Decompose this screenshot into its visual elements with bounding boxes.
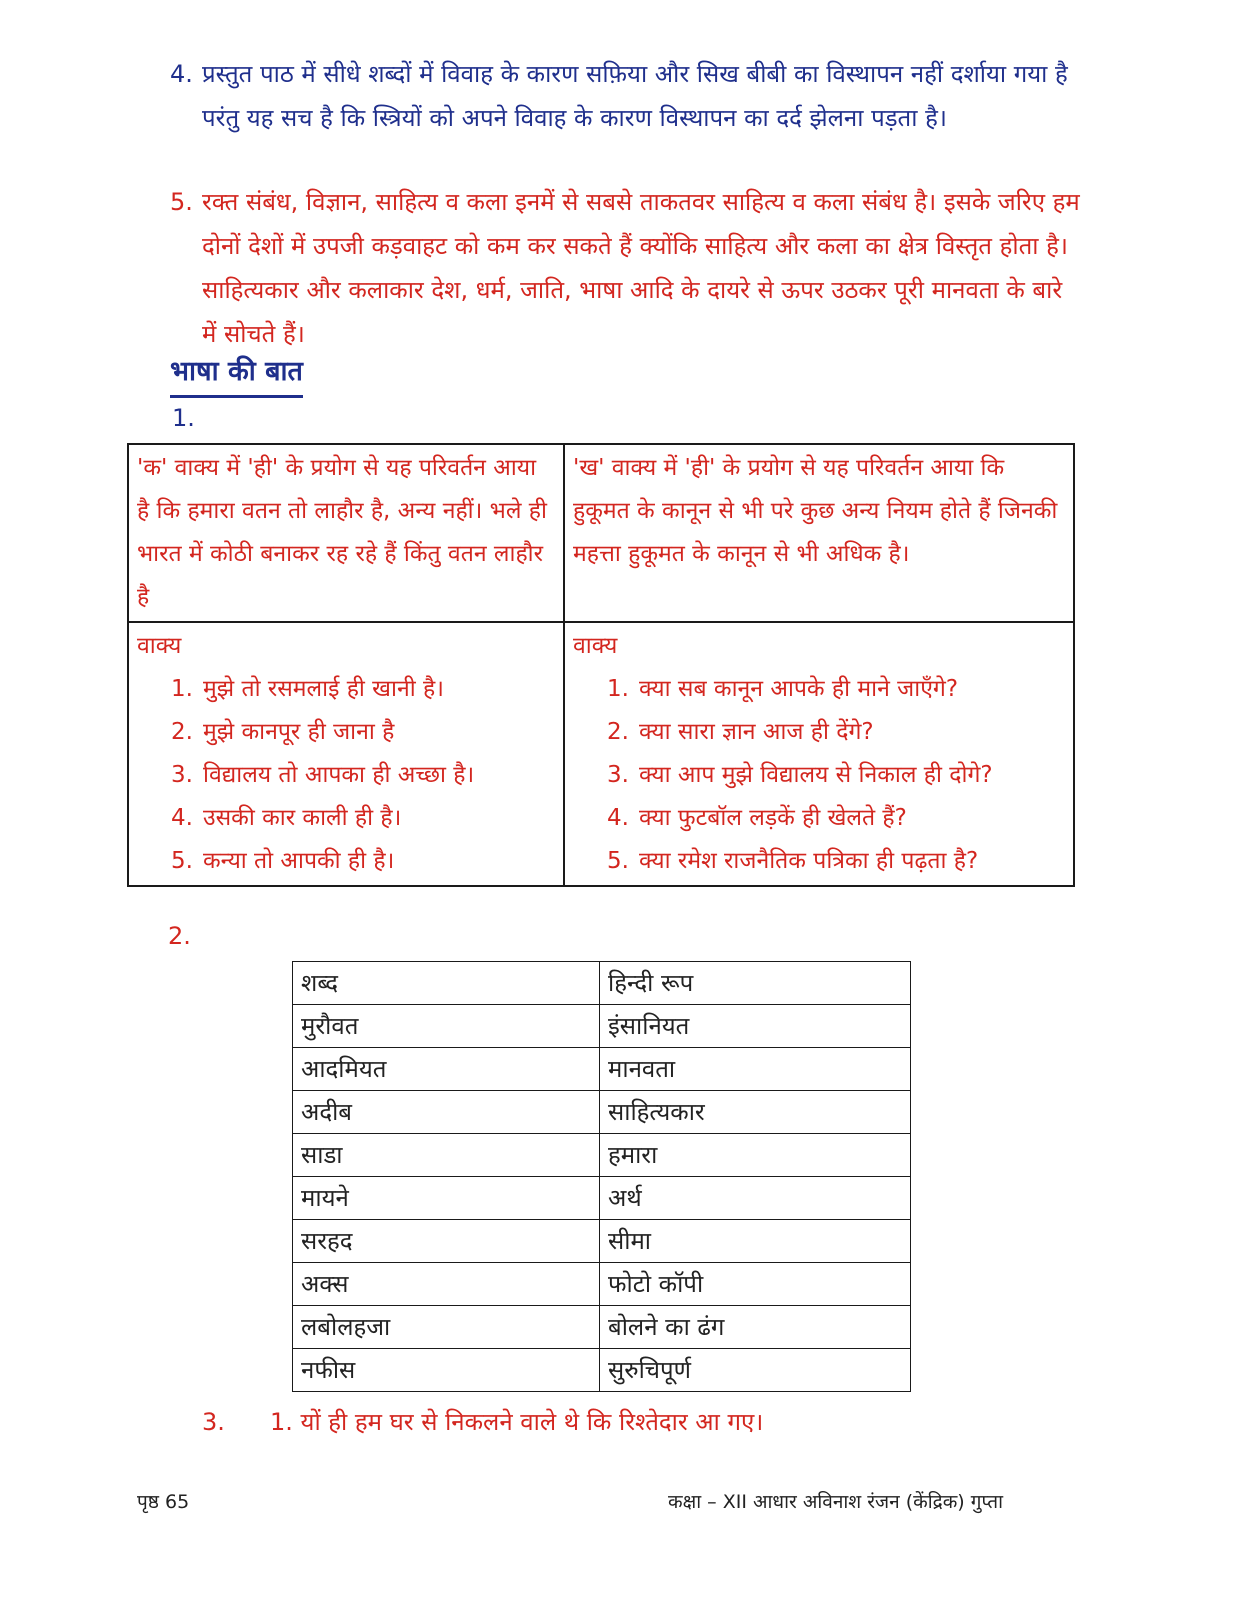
- word-cell: मुरौवत: [293, 1005, 600, 1048]
- word-cell: आदमियत: [293, 1048, 600, 1091]
- section-1-label: 1.: [172, 404, 195, 432]
- word-cell: सरहद: [293, 1220, 600, 1263]
- meaning-cell: इंसानियत: [600, 1005, 911, 1048]
- explanation-right: 'ख' वाक्य में 'ही' के प्रयोग से यह परिवर्तन आया कि हुकूमत के कानून से भी परे कुछ अन्य नियम होते हैं जिनकी महत्ता हुकूमत के कानून से भी अधिक है।: [564, 444, 1074, 622]
- meaning-cell: अर्थ: [600, 1177, 911, 1220]
- table-row: [293, 1091, 911, 1134]
- meaning-cell: सीमा: [600, 1220, 911, 1263]
- list-item: 1. क्या सब कानून आपके ही माने जाएँगे?: [607, 676, 959, 702]
- word-cell: नफीस: [293, 1349, 600, 1392]
- table-row: [293, 1349, 911, 1392]
- meaning-cell: मानवता: [600, 1048, 911, 1091]
- item-text: रक्त संबंध, विज्ञान, साहित्य व कला इनमें से सबसे ताकतवर साहित्य व कला संबंध है। इसके जरिए हम दोनों देशों में उपजी कड़वाहट को कम कर सकते हैं क्योंकि साहित्य और कला का क्षेत्र विस्तृत होता है। साहित्यकार और कलाकार देश, धर्म, जाति, भाषा आदि के दायरे से ऊपर उठकर पूरी मानवता के बारे में सोचते हैं।: [202, 188, 1080, 348]
- answer-item-4: [170, 52, 1080, 140]
- page-number: पृष्ठ 65: [137, 1491, 190, 1513]
- table-header-row: [293, 962, 911, 1005]
- example-list-left: [137, 668, 555, 883]
- column-header: शब्द: [293, 962, 600, 1005]
- table-row: [293, 1177, 911, 1220]
- meaning-cell: हमारा: [600, 1134, 911, 1177]
- table-row: [293, 1263, 911, 1306]
- item-number: 5.: [170, 188, 193, 216]
- list-item: 2. क्या सारा ज्ञान आज ही देंगे?: [607, 719, 874, 745]
- list-item: 2. मुझे कानपूर ही जाना है: [171, 719, 395, 745]
- table-row: [293, 1134, 911, 1177]
- section-3: [202, 1402, 763, 1442]
- list-item: 3. क्या आप मुझे विद्यालय से निकाल ही दोगे?: [607, 762, 993, 788]
- meaning-cell: फोटो कॉपी: [600, 1263, 911, 1306]
- word-cell: अक्स: [293, 1263, 600, 1306]
- meaning-cell: सुरुचिपूर्ण: [600, 1349, 911, 1392]
- section-3-label: 3.: [202, 1408, 225, 1436]
- meaning-cell: साहित्यकार: [600, 1091, 911, 1134]
- table-row: [293, 1306, 911, 1349]
- footer-credit: कक्षा – XII आधार अविनाश रंजन (केंद्रिक) गुप्ता: [668, 1491, 1004, 1513]
- list-item: 5. कन्या तो आपकी ही है।: [171, 848, 395, 874]
- item-number: 4.: [170, 60, 193, 88]
- section-2-label: 2.: [168, 922, 191, 950]
- column-header: हिन्दी रूप: [600, 962, 911, 1005]
- examples-heading: वाक्य: [573, 633, 618, 659]
- table-row: [293, 1048, 911, 1091]
- section-heading: भाषा की बात: [170, 352, 303, 398]
- meaning-cell: बोलने का ढंग: [600, 1306, 911, 1349]
- section-3-text: 1. यों ही हम घर से निकलने वाले थे कि रिश्तेदार आ गए।: [270, 1408, 764, 1436]
- table-row: [128, 622, 1074, 886]
- explanation-left: 'क' वाक्य में 'ही' के प्रयोग से यह परिवर्तन आया है कि हमारा वतन तो लाहौर है, अन्य नहीं। भले ही भारत में कोठी बनाकर रह रहे हैं किंतु वतन लाहौर है: [128, 444, 564, 622]
- sentence-comparison-table: [127, 443, 1075, 887]
- answer-item-5: [170, 180, 1080, 356]
- word-cell: मायने: [293, 1177, 600, 1220]
- examples-heading: वाक्य: [137, 633, 182, 659]
- item-text: प्रस्तुत पाठ में सीधे शब्दों में विवाह के कारण सफ़िया और सिख बीबी का विस्थापन नहीं दर्शाया गया है परंतु यह सच है कि स्त्रियों को अपने विवाह के कारण विस्थापन का दर्द झेलना पड़ता है।: [202, 60, 1068, 132]
- word-meaning-table: [292, 961, 911, 1392]
- example-list-right: [573, 668, 1065, 883]
- examples-left: [128, 622, 564, 886]
- table-row: [128, 444, 1074, 622]
- list-item: 4. क्या फुटबॉल लड़कें ही खेलते हैं?: [607, 805, 907, 831]
- list-item: 5. क्या रमेश राजनैतिक पत्रिका ही पढ़ता है?: [607, 848, 979, 874]
- word-cell: अदीब: [293, 1091, 600, 1134]
- list-item: 3. विद्यालय तो आपका ही अच्छा है।: [171, 762, 475, 788]
- word-cell: लबोलहजा: [293, 1306, 600, 1349]
- table-row: [293, 1005, 911, 1048]
- list-item: 4. उसकी कार काली ही है।: [171, 805, 402, 831]
- word-cell: साडा: [293, 1134, 600, 1177]
- list-item: 1. मुझे तो रसमलाई ही खानी है।: [171, 676, 444, 702]
- table-row: [293, 1220, 911, 1263]
- examples-right: [564, 622, 1074, 886]
